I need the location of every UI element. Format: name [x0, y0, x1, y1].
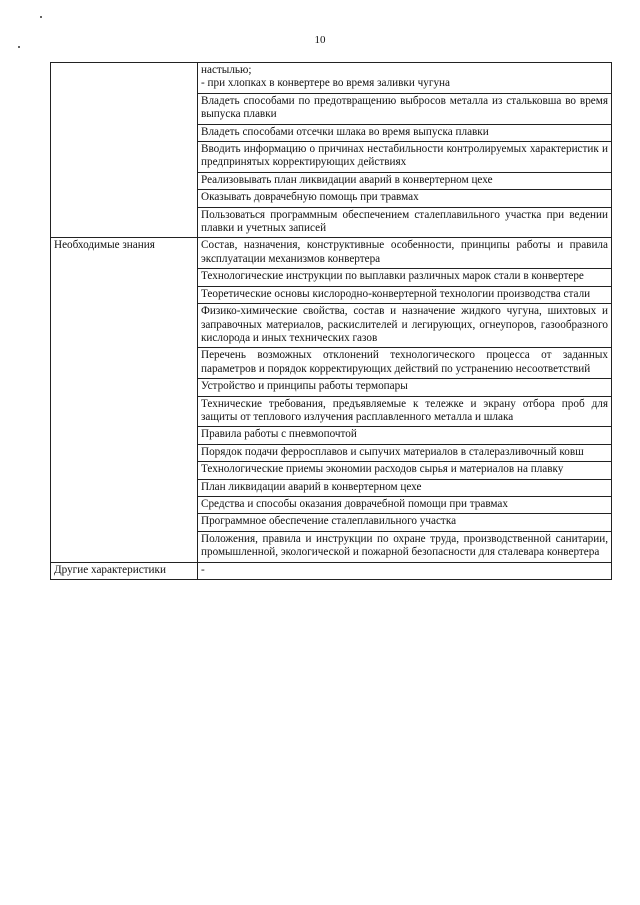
- table-row: [51, 63, 612, 94]
- requirement-item: Владеть способами по предотвращению выбросов металла из стальковша во время выпуска плавки: [198, 93, 612, 124]
- section-label: [51, 63, 198, 238]
- scan-speck: [40, 16, 42, 18]
- requirement-item: Порядок подачи ферросплавов и сыпучих материалов в сталеразливочный ковш: [198, 444, 612, 461]
- requirement-item: -: [198, 562, 612, 579]
- requirement-item: Состав, назначения, конструктивные особенности, принципы работы и правила эксплуатации механизмов конвертера: [198, 238, 612, 269]
- requirement-item: Вводить информацию о причинах нестабильности контролируемых характеристик и предпринятых корректирующих действиях: [198, 142, 612, 173]
- table-row: [51, 562, 612, 579]
- requirement-item: настылью; - при хлопках в конвертере во время заливки чугуна: [198, 63, 612, 94]
- requirement-item: Технические требования, предъявляемые к тележке и экрану отбора проб для защиты от теплового излучения расплавленного металла и шлака: [198, 396, 612, 427]
- requirement-item: Владеть способами отсечки шлака во время выпуска плавки: [198, 124, 612, 141]
- table-body: [51, 63, 612, 580]
- qualification-table: [50, 62, 612, 580]
- requirement-item: Устройство и принципы работы термопары: [198, 379, 612, 396]
- requirement-item: Программное обеспечение сталеплавильного участка: [198, 514, 612, 531]
- scan-speck: [18, 46, 20, 48]
- requirement-item: Технологические приемы экономии расходов сырья и материалов на плавку: [198, 462, 612, 479]
- requirement-item: Теоретические основы кислородно-конвертерной технологии производства стали: [198, 286, 612, 303]
- requirement-item: Физико-химические свойства, состав и назначение жидкого чугуна, шихтовых и заправочных материалов, раскислителей и легирующих, огнеупоров, газообразного кислорода и иных технических газов: [198, 304, 612, 348]
- requirement-item: Пользоваться программным обеспечением сталеплавильного участка при ведении плавки и учетных записей: [198, 207, 612, 238]
- requirement-item: Положения, правила и инструкции по охране труда, производственной санитарии, промышленной, экологической и пожарной безопасности для сталевара конвертера: [198, 531, 612, 562]
- requirement-item: Реализовывать план ликвидации аварий в конвертерном цехе: [198, 172, 612, 189]
- requirement-item: Перечень возможных отклонений технологического процесса от заданных параметров и порядок корректирующих действий по устранению несоответствий: [198, 348, 612, 379]
- table-row: [51, 238, 612, 269]
- section-label: Другие характеристики: [51, 562, 198, 579]
- requirement-item: Технологические инструкции по выплавки различных марок стали в конвертере: [198, 269, 612, 286]
- page-number: 10: [314, 34, 326, 46]
- requirement-item: План ликвидации аварий в конвертерном цехе: [198, 479, 612, 496]
- requirement-item: Правила работы с пневмопочтой: [198, 427, 612, 444]
- section-label: Необходимые знания: [51, 238, 198, 562]
- requirement-item: Средства и способы оказания доврачебной помощи при травмах: [198, 496, 612, 513]
- requirement-item: Оказывать доврачебную помощь при травмах: [198, 190, 612, 207]
